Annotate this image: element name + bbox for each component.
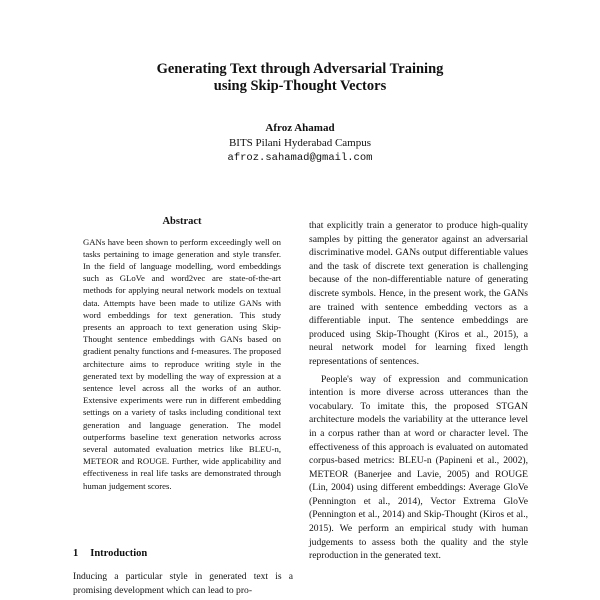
paper-title <box>0 61 600 95</box>
introduction-paragraph: Inducing a particular style in generated text is a promising development which can lead to pro- <box>73 571 293 596</box>
author-block <box>0 121 600 166</box>
author-name: Afroz Ahamad <box>265 122 335 134</box>
section-heading-introduction <box>73 548 147 559</box>
right-paragraph-1: that explicitly train a generator to produce high-quality samples by pitting the generator against an adversarial discriminative model. GANs output differentiable values and the task of discrete text generation is challenging because of the non-differentiable nature of generating discrete symbols. Hence, in the present work, the GANs are trained with sentence embedding vectors as a differentiable input. The sentence embeddings are produced using Skip-Thought (Kiros et al., 2015), a neural network model for learning fixed length representations of sentences. <box>309 220 528 367</box>
abstract <box>83 215 281 492</box>
section-number: 1 <box>73 548 79 559</box>
right-column <box>309 219 528 563</box>
author-affiliation: BITS Pilani Hyderabad Campus <box>228 137 372 149</box>
section-title: Introduction <box>90 548 148 559</box>
abstract-body: GANs have been shown to perform exceedingly well on tasks pertaining to image generation and style transfer. In the field of language modelling, word embeddings such as GLoVe and word2vec are state-of-the-art methods for applying neural network models on textual data. Attempts have been made to utilize GANs with word embeddings for text generation. This study presents an approach to text generation using Skip-Thought sentence embeddings with GANs based on gradient penalty functions and f-measures. The proposed architecture aims to reproduce writing style in the generated text by modelling the way of expression at a sentence level across all the works of an author. Extensive experiments were run in different embedding settings on a variety of tasks including conditional text generation and language generation. The model outperforms baseline text generation networks across several automated evaluation metrics like BLEU-n, METEOR and ROUGE. Further, wide applicability and effectiveness in real life tasks are demonstrated through human judgement scores. <box>83 236 281 491</box>
right-paragraph-2: People's way of expression and communication intention is more diverse across utterances than the vocabulary. To imitate this, the proposed STGAN architecture models the variability at the utterance level in a corpus rather than at word or character level. The effectiveness of this approach is evaluated on automated corpus-based metrics: BLEU-n (Papineni et al., 2002), METEOR (Banerjee and Lavie, 2005) and ROUGE (Lin, 2004) using different embeddings: Average GloVe (Pennington et al., 2014), Vector Extrema GloVe (Pennington et al., 2014) and Skip-Thought (Kiros et al., 2015). We perform an empirical study with human judgements to assess both the quality and the style reproduction in the generated text. <box>309 373 528 562</box>
author-email: afroz.sahamad@gmail.com <box>227 152 373 164</box>
abstract-heading: Abstract <box>162 216 202 227</box>
title-line-2: using Skip-Thought Vectors <box>213 78 387 94</box>
title-line-1: Generating Text through Adversarial Training <box>156 61 444 77</box>
